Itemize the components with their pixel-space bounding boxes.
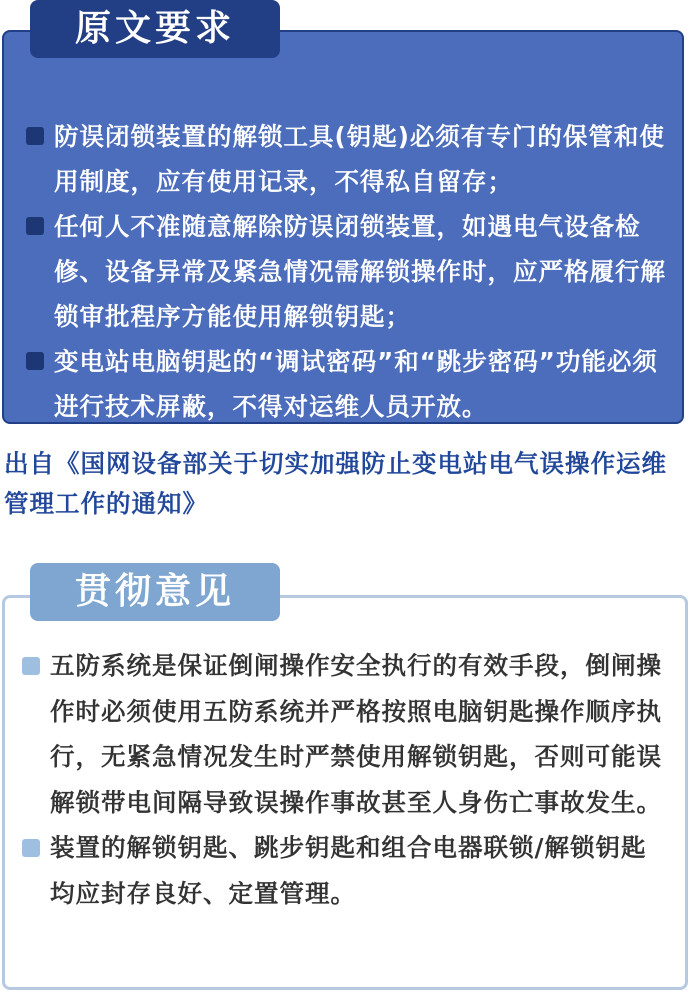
list-item-text: 变电站电脑钥匙的“调试密码”和“跳步密码”功能必须进行技术屏蔽，不得对运维人员开放。 (54, 347, 658, 421)
square-bullet-icon (22, 657, 40, 675)
list-item-text: 防误闭锁装置的解锁工具(钥匙)必须有专门的保管和使用制度，应有使用记录，不得私自留存； (54, 122, 665, 196)
implementation-list (18, 643, 668, 916)
list-item (22, 204, 672, 339)
list-item (18, 825, 668, 916)
list-item (22, 114, 672, 204)
section-title-requirements: 原文要求 (30, 0, 280, 58)
list-item-text: 五防系统是保证倒闸操作安全执行的有效手段，倒闸操作时必须使用五防系统并严格按照电脑钥匙操作顺序执行，无紧急情况发生时严禁使用解锁钥匙，否则可能误解锁带电间隔导致误操作事故甚至人身伤亡事故发生。 (50, 651, 662, 817)
list-item (22, 339, 672, 429)
list-item-text: 装置的解锁钥匙、跳步钥匙和组合电器联锁/解锁钥匙均应封存良好、定置管理。 (50, 833, 647, 908)
requirements-panel (2, 30, 684, 424)
section-title-implementation: 贯彻意见 (30, 563, 280, 621)
source-citation: 出自《国网设备部关于切实加强防止变电站电气误操作运维管理工作的通知》 (4, 449, 667, 518)
requirements-list (22, 114, 672, 429)
square-bullet-icon (26, 352, 44, 370)
square-bullet-icon (26, 217, 44, 235)
list-item (18, 643, 668, 825)
list-item-text: 任何人不准随意解除防误闭锁装置，如遇电气设备检修、设备异常及紧急情况需解锁操作时，应严格履行解锁审批程序方能使用解锁钥匙； (54, 212, 666, 331)
square-bullet-icon (22, 839, 40, 857)
square-bullet-icon (26, 127, 44, 145)
